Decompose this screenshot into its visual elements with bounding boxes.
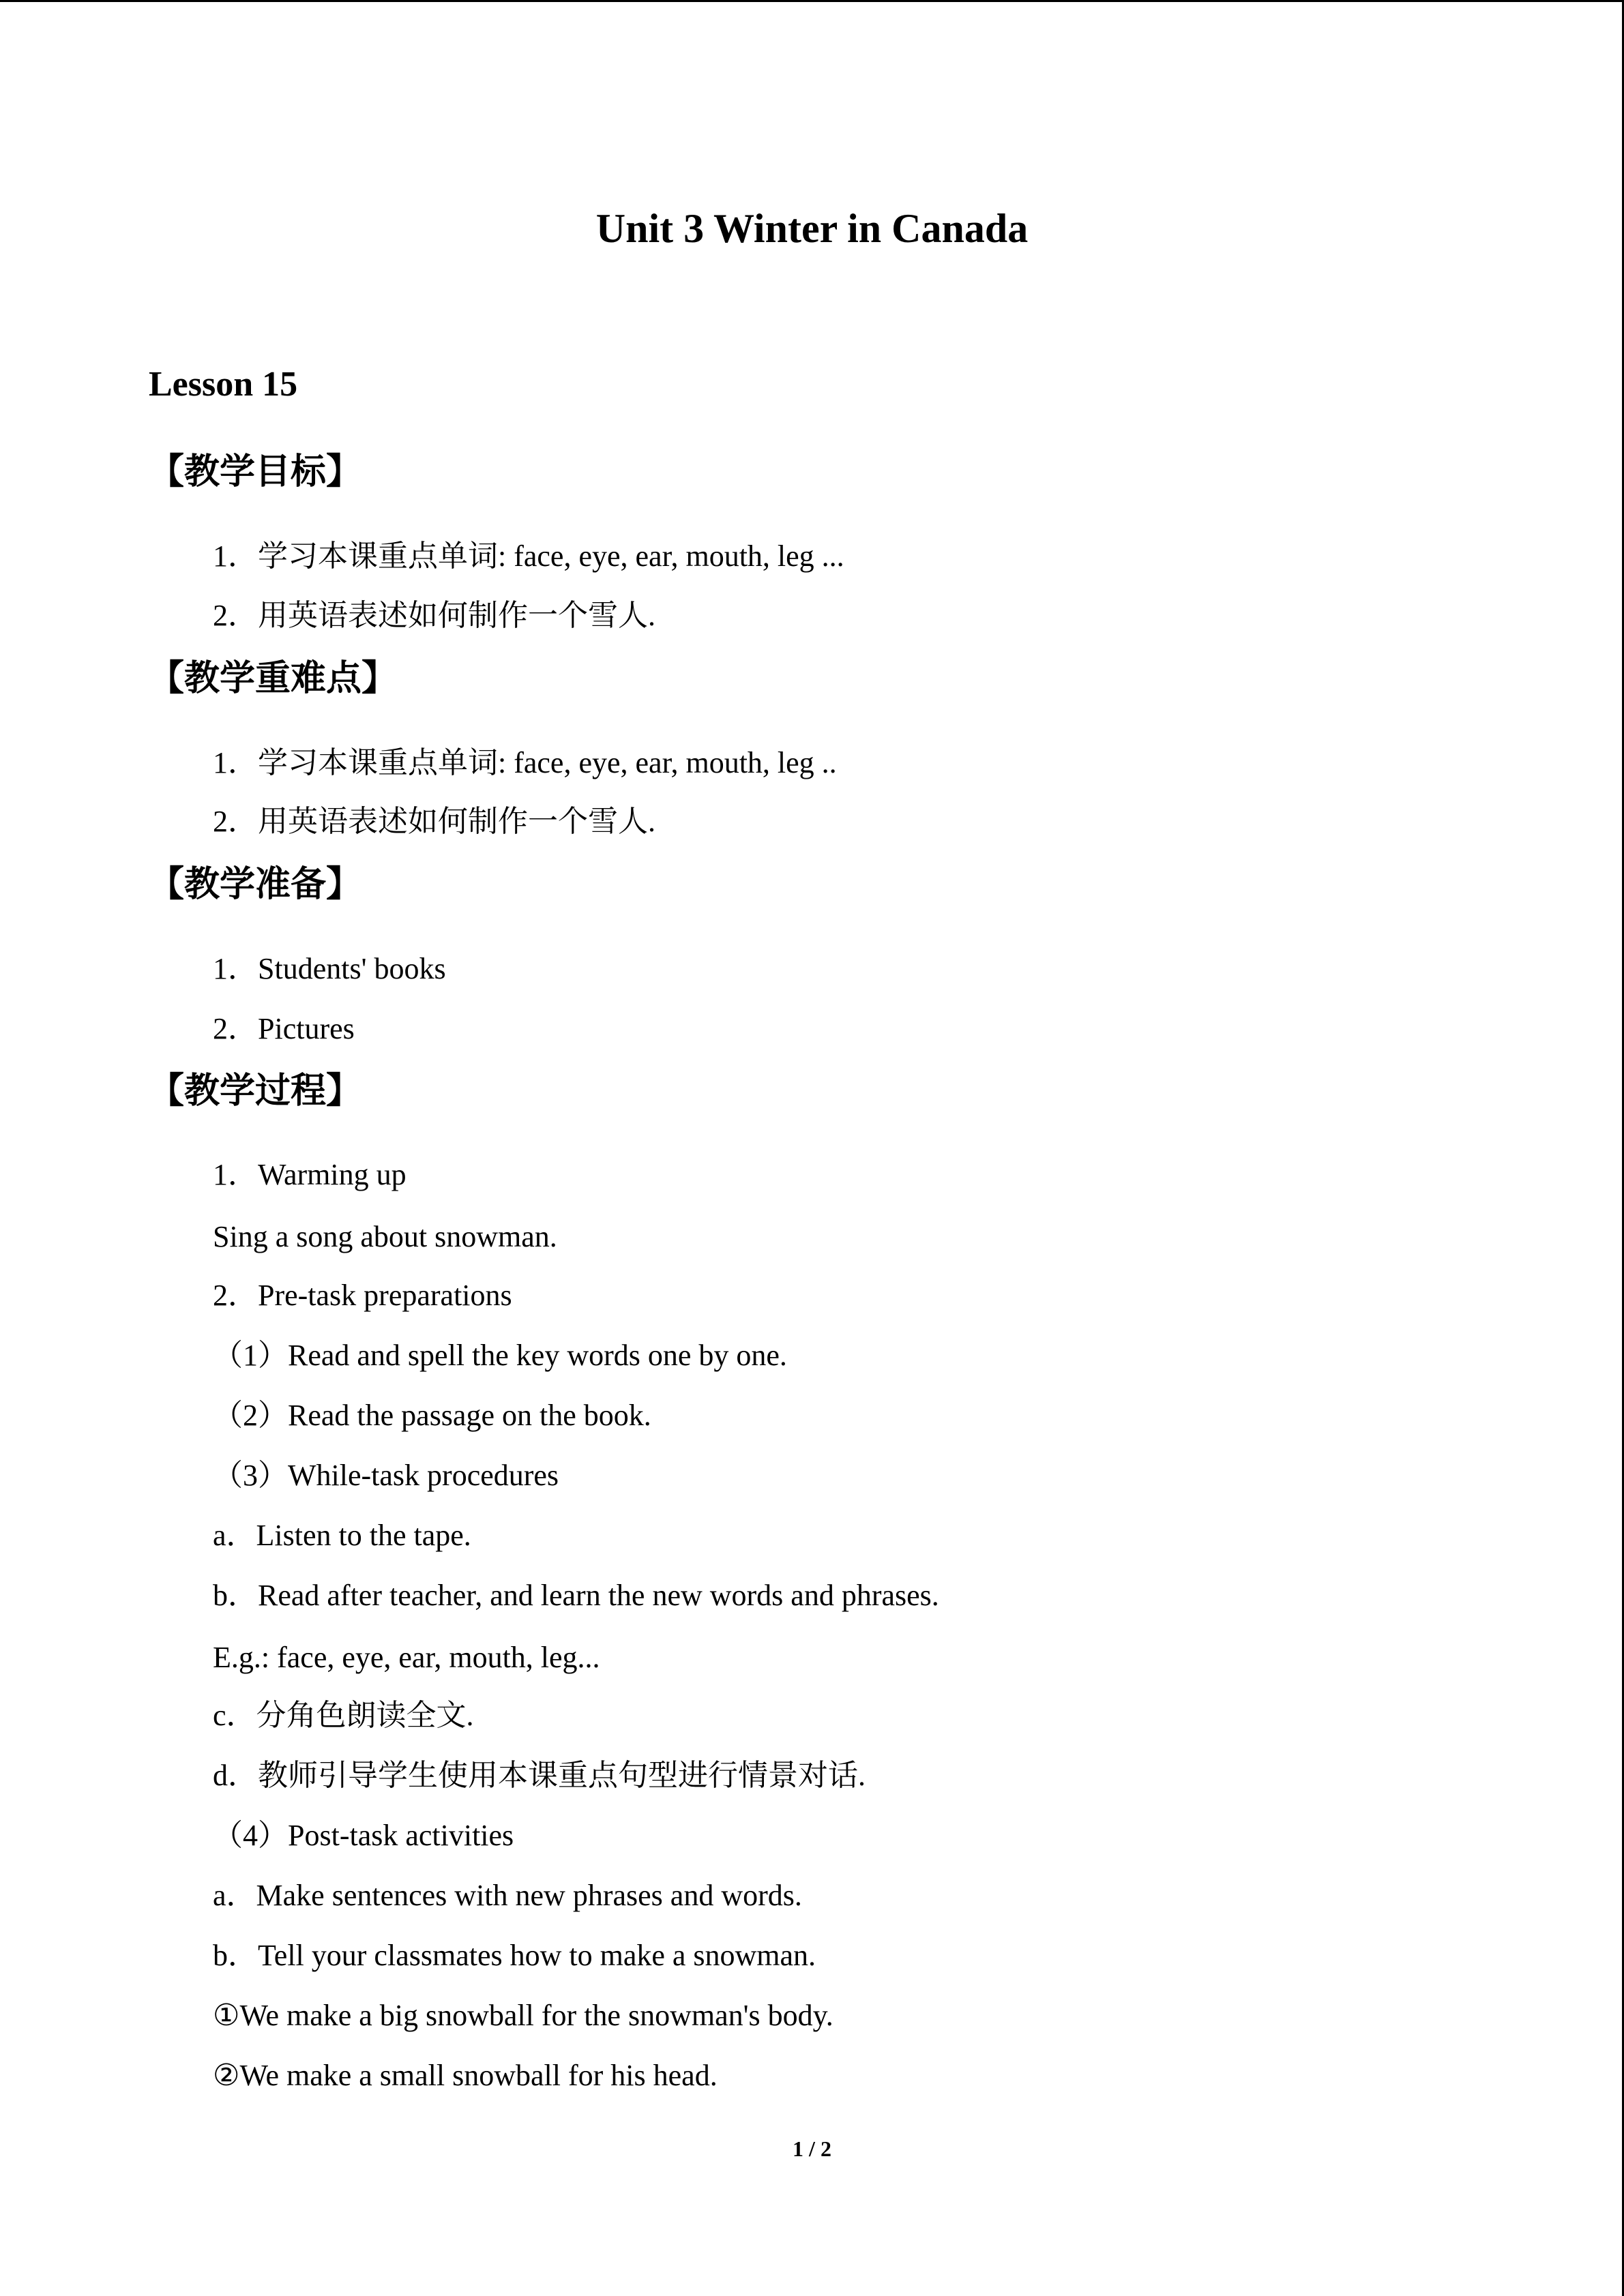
procedure-line: b．Read after teacher, and learn the new words and phrases.: [213, 1579, 939, 1612]
key-point-item: 1．学习本课重点单词: face, eye, ear, mouth, leg ..: [213, 746, 837, 779]
procedure-line: a．Make sentences with new phrases and words.: [213, 1879, 802, 1912]
section-heading-objectives: 【教学目标】: [149, 451, 362, 492]
objective-item: 2．用英语表述如何制作一个雪人.: [213, 599, 655, 632]
procedure-line: ①We make a big snowball for the snowman's body.: [213, 1999, 833, 2032]
lesson-heading: Lesson 15: [149, 365, 298, 404]
procedure-line: 2．Pre-task preparations: [213, 1279, 512, 1312]
section-heading-key-points: 【教学重难点】: [149, 658, 398, 699]
key-point-item: 2．用英语表述如何制作一个雪人.: [213, 805, 655, 838]
page-top-border: [0, 0, 1624, 2]
procedure-line: a．Listen to the tape.: [213, 1519, 471, 1552]
procedure-line: c．分角色朗读全文.: [213, 1699, 474, 1732]
procedure-line: （4）Post-task activities: [213, 1819, 514, 1852]
page-number: 1 / 2: [793, 2136, 831, 2161]
document-title: Unit 3 Winter in Canada: [595, 206, 1029, 251]
procedure-line: ②We make a small snowball for his head.: [213, 2059, 718, 2092]
section-heading-procedure: 【教学过程】: [149, 1071, 362, 1112]
procedure-line: 1．Warming up: [213, 1158, 407, 1191]
procedure-line: E.g.: face, eye, ear, mouth, leg...: [213, 1641, 600, 1674]
section-heading-preparation: 【教学准备】: [149, 864, 362, 905]
procedure-line: b．Tell your classmates how to make a snowman.: [213, 1939, 816, 1972]
preparation-item: 2．Pictures: [213, 1012, 355, 1045]
preparation-item: 1．Students' books: [213, 952, 446, 985]
procedure-line: （3）While-task procedures: [213, 1459, 559, 1492]
procedure-line: （2）Read the passage on the book.: [213, 1399, 651, 1432]
procedure-line: （1）Read and spell the key words one by one.: [213, 1339, 787, 1372]
procedure-line: d．教师引导学生使用本课重点句型进行情景对话.: [213, 1759, 866, 1792]
objective-item: 1．学习本课重点单词: face, eye, ear, mouth, leg ...: [213, 539, 844, 573]
procedure-line: Sing a song about snowman.: [213, 1220, 557, 1253]
